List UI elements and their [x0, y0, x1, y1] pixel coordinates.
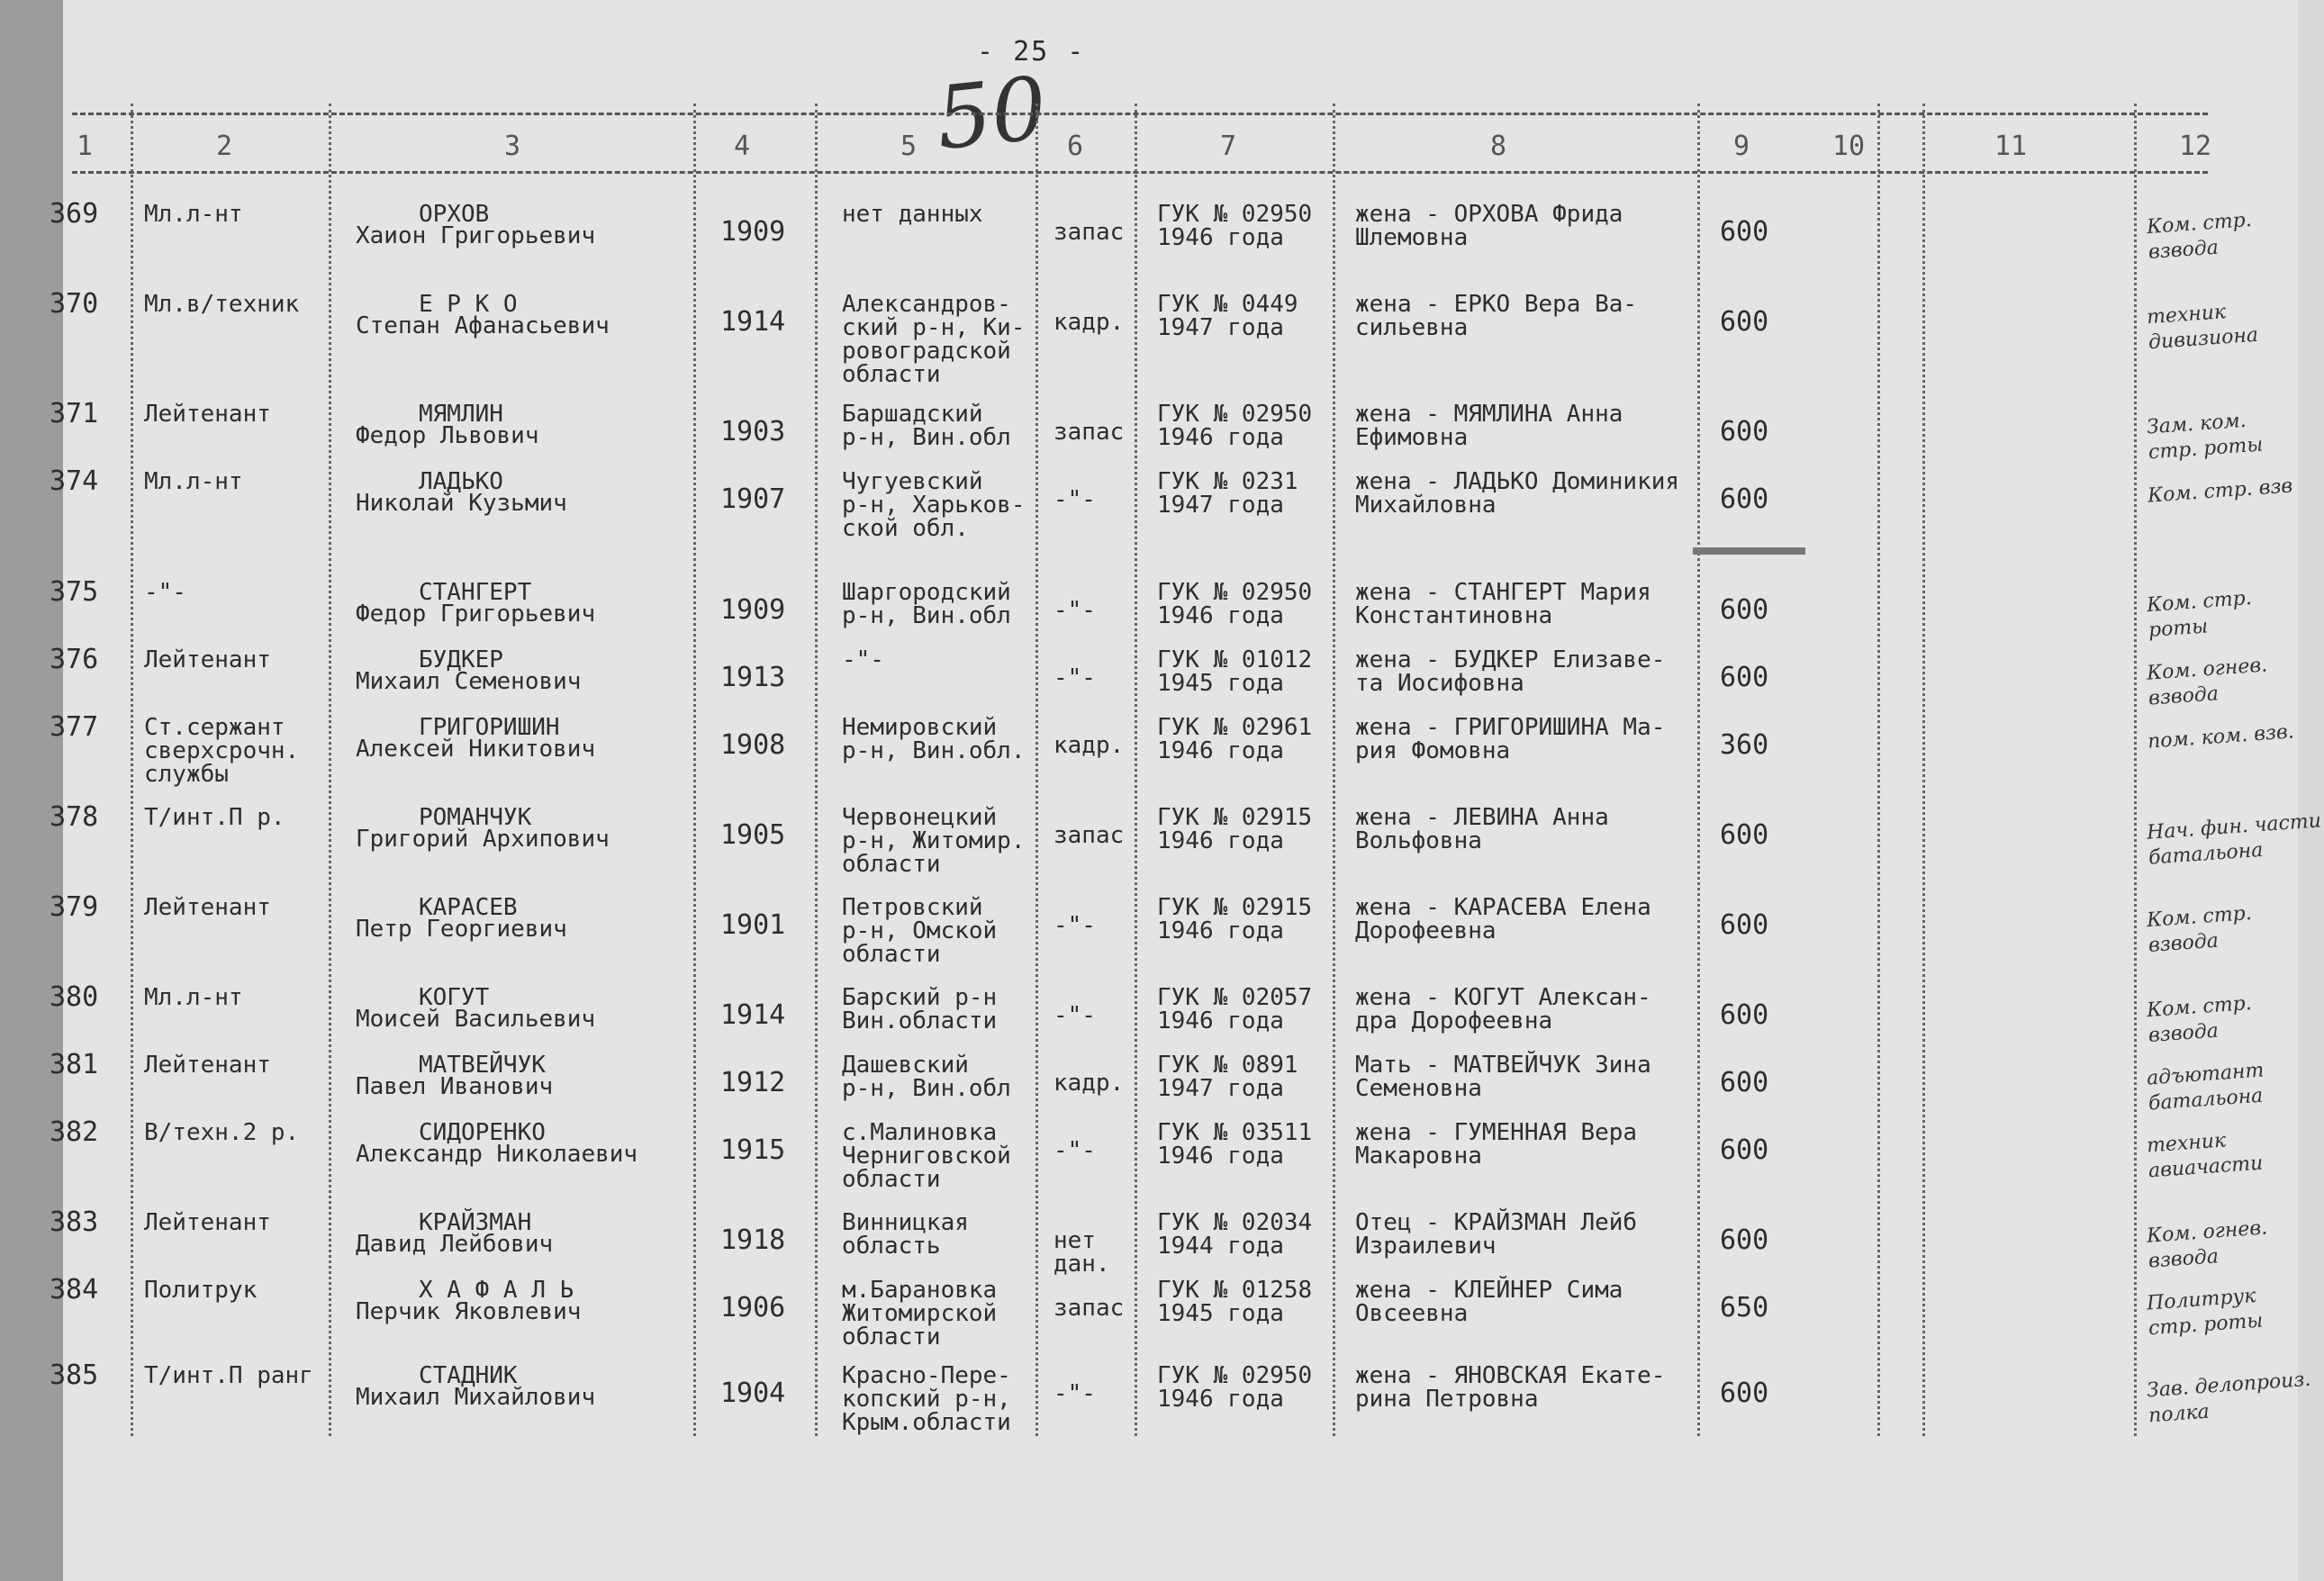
cell-reserve: запас — [1053, 1295, 1125, 1322]
cell-rank: Лейтенант — [144, 1209, 271, 1236]
column-divider — [131, 104, 133, 1436]
cell-name: Моисей Васильевич — [356, 1006, 596, 1033]
cell-no: 378 — [50, 801, 99, 833]
cell-family: жена - КОГУТ Алексан- дра Дорофеевна — [1355, 984, 1651, 1034]
cell-sum: 600 — [1720, 306, 1769, 338]
cell-surname: Х А Ф А Л Ь — [419, 1277, 574, 1304]
cell-order: ГУК № 02915 1946 года — [1157, 894, 1313, 944]
cell-year: 1904 — [720, 1378, 786, 1409]
cell-surname: МЯМЛИН — [419, 401, 503, 428]
cell-rank: Мл.л-нт — [144, 468, 243, 495]
cell-no: 385 — [50, 1360, 99, 1391]
cell-name: Петр Георгиевич — [356, 916, 567, 943]
cell-place: м.Барановка Житомирской области — [842, 1277, 998, 1351]
column-header-9: 9 — [1733, 131, 1750, 162]
cell-rank: Мл.л-нт — [144, 984, 243, 1011]
cell-family: жена - ЯНОВСКАЯ Екате- рина Петровна — [1355, 1362, 1666, 1413]
cell-reserve: -"- — [1053, 664, 1096, 691]
cell-no: 379 — [50, 891, 99, 923]
handwritten-position-note: Ком. стр. роты — [2146, 586, 2253, 643]
cell-place: Немировский р-н, Вин.обл. — [842, 714, 1026, 764]
column-header-5: 5 — [900, 131, 918, 162]
cell-order: ГУК № 02034 1944 года — [1157, 1209, 1313, 1260]
cell-sum: 600 — [1720, 999, 1769, 1031]
cell-rank: В/техн.2 р. — [144, 1119, 300, 1146]
column-header-3: 3 — [504, 131, 521, 162]
column-header-1: 1 — [77, 131, 94, 162]
cell-no: 377 — [50, 711, 99, 743]
cell-order: ГУК № 02057 1946 года — [1157, 984, 1313, 1034]
cell-family: жена - ОРХОВА Фрида Шлемовна — [1355, 201, 1623, 251]
scan-edge — [0, 0, 63, 1581]
column-header-11: 11 — [1994, 131, 2028, 162]
cell-family: жена - ЕРКО Вера Ва- сильевна — [1355, 291, 1638, 341]
cell-no: 382 — [50, 1116, 99, 1148]
cell-place: Александров- ский р-н, Ки- ровоградской области — [842, 291, 1026, 388]
handwritten-position-note: Зам. ком. стр. роты — [2146, 409, 2265, 465]
header-rule-top — [72, 113, 2208, 118]
column-divider — [1922, 104, 1925, 1436]
cell-reserve: кадр. — [1053, 309, 1125, 336]
column-divider — [1877, 104, 1880, 1436]
cell-no: 383 — [50, 1206, 99, 1238]
cell-place: Баршадский р-н, Вин.обл — [842, 401, 1011, 451]
cell-place: Шаргородский р-н, Вин.обл — [842, 579, 1011, 629]
cell-name: Павел Иванович — [356, 1073, 554, 1100]
cell-order: ГУК № 01012 1945 года — [1157, 646, 1313, 697]
cell-name: Александр Николаевич — [356, 1141, 638, 1168]
cell-no: 381 — [50, 1049, 99, 1080]
cell-sum: 600 — [1720, 416, 1769, 447]
cell-name: Михаил Михайлович — [356, 1384, 596, 1411]
cell-sum: 600 — [1720, 909, 1769, 941]
handwritten-position-note: Ком. огнев. взвода — [2146, 654, 2268, 710]
cell-year: 1901 — [720, 909, 786, 941]
column-header-2: 2 — [216, 131, 233, 162]
cell-no: 370 — [50, 288, 99, 320]
cell-no: 375 — [50, 576, 99, 608]
cell-surname: Е Р К О — [419, 291, 518, 318]
cell-reserve: -"- — [1053, 1380, 1096, 1407]
cell-rank: Лейтенант — [144, 894, 271, 921]
cell-place: Винницкая область — [842, 1209, 969, 1260]
cell-no: 369 — [50, 198, 99, 230]
handwritten-position-note: Нач. фин. части батальона — [2146, 809, 2322, 870]
cell-year: 1918 — [720, 1224, 786, 1256]
cell-order: ГУК № 01258 1945 года — [1157, 1277, 1313, 1327]
handwritten-position-note: техник авиачасти — [2146, 1129, 2265, 1183]
cell-sum: 600 — [1720, 483, 1769, 515]
cell-place: Барский р-н Вин.области — [842, 984, 998, 1034]
cell-order: ГУК № 0449 1947 года — [1157, 291, 1298, 341]
cell-reserve: -"- — [1053, 912, 1096, 939]
handwritten-position-note: Ком. стр. взвода — [2146, 901, 2253, 958]
cell-rank: Лейтенант — [144, 401, 271, 428]
cell-place: с.Малиновка Черниговской области — [842, 1119, 1011, 1193]
cell-name: Григорий Архипович — [356, 826, 610, 853]
cell-year: 1909 — [720, 216, 786, 248]
cell-rank: Мл.в/техник — [144, 291, 300, 318]
cell-reserve: -"- — [1053, 1002, 1096, 1029]
cell-year: 1907 — [720, 483, 786, 515]
cell-sum: 600 — [1720, 1134, 1769, 1166]
cell-name: Давид Лейбович — [356, 1231, 554, 1258]
handwritten-position-note: Политрук стр. роты — [2146, 1285, 2265, 1341]
cell-order: ГУК № 0891 1947 года — [1157, 1052, 1298, 1102]
cell-family: жена - КАРАСЕВА Елена Дорофеевна — [1355, 894, 1651, 944]
cell-sum: 600 — [1720, 1067, 1769, 1098]
cell-name: Федор Григорьевич — [356, 601, 596, 628]
cell-year: 1903 — [720, 416, 786, 447]
cell-name: Николай Кузьмич — [356, 490, 567, 517]
handwritten-position-note: Зав. делопроиз. полка — [2146, 1368, 2312, 1428]
column-header-6: 6 — [1067, 131, 1084, 162]
column-divider — [2134, 104, 2137, 1436]
cell-reserve: кадр. — [1053, 1070, 1125, 1097]
cell-rank: Лейтенант — [144, 646, 271, 673]
cell-surname: ЛАДЬКО — [419, 468, 503, 495]
cell-order: ГУК № 02950 1946 года — [1157, 579, 1313, 629]
cell-order: ГУК № 0231 1947 года — [1157, 468, 1298, 519]
cell-rank: Т/инт.П р. — [144, 804, 285, 831]
cell-order: ГУК № 02915 1946 года — [1157, 804, 1313, 854]
header-rule-bottom — [72, 171, 2208, 176]
cell-rank: -"- — [144, 579, 186, 606]
column-divider — [1035, 104, 1038, 1436]
cell-order: ГУК № 02950 1946 года — [1157, 401, 1313, 451]
cell-year: 1914 — [720, 306, 786, 338]
cell-year: 1906 — [720, 1292, 786, 1324]
cell-family: жена - КЛЕЙНЕР Сима Овсеевна — [1355, 1277, 1623, 1327]
cell-surname: МАТВЕЙЧУК — [419, 1052, 546, 1079]
column-header-12: 12 — [2179, 131, 2212, 162]
cell-sum: 600 — [1720, 216, 1769, 248]
cell-family: жена - ГРИГОРИШИНА Ма- рия Фомовна — [1355, 714, 1666, 764]
cell-name: Перчик Яковлевич — [356, 1298, 582, 1325]
cell-reserve: запас — [1053, 219, 1125, 246]
page-number: - 25 - — [977, 36, 1086, 68]
cell-place: Дашевский р-н, Вин.обл — [842, 1052, 1011, 1102]
cell-family: жена - ЛЕВИНА Анна Вольфовна — [1355, 804, 1609, 854]
cell-year: 1905 — [720, 819, 786, 851]
cell-place: Червонецкий р-н, Житомир. области — [842, 804, 1026, 878]
cell-name: Михаил Семенович — [356, 668, 582, 695]
cell-surname: СИДОРЕНКО — [419, 1119, 546, 1146]
cell-year: 1912 — [720, 1067, 786, 1098]
cell-surname: ОРХОВ — [419, 201, 490, 228]
cell-order: ГУК № 02961 1946 года — [1157, 714, 1313, 764]
column-divider — [693, 104, 696, 1436]
cell-reserve: -"- — [1053, 486, 1096, 513]
cell-reserve: -"- — [1053, 1137, 1096, 1164]
cell-no: 376 — [50, 644, 99, 675]
handwritten-position-note: пом. ком. взв. — [2147, 720, 2295, 754]
column-header-10: 10 — [1832, 131, 1866, 162]
cell-rank: Т/инт.П ранг — [144, 1362, 313, 1389]
cell-year: 1914 — [720, 999, 786, 1031]
cell-family: жена - МЯМЛИНА Анна Ефимовна — [1355, 401, 1623, 451]
cell-sum: 360 — [1720, 729, 1769, 761]
cell-reserve: запас — [1053, 822, 1125, 849]
cell-place: Петровский р-н, Омской области — [842, 894, 998, 968]
cell-order: ГУК № 02950 1946 года — [1157, 1362, 1313, 1413]
cell-surname: РОМАНЧУК — [419, 804, 532, 831]
handwritten-position-note: техник дивизиона — [2146, 301, 2259, 355]
cell-year: 1908 — [720, 729, 786, 761]
cell-sum: 600 — [1720, 662, 1769, 693]
cell-year: 1909 — [720, 594, 786, 626]
cell-place: Чугуевский р-н, Харьков- ской обл. — [842, 468, 1026, 542]
cell-surname: БУДКЕР — [419, 646, 503, 673]
cell-sum: 600 — [1720, 594, 1769, 626]
handwritten-position-note: Ком. стр. взвода — [2146, 208, 2253, 265]
column-header-4: 4 — [734, 131, 751, 162]
handwritten-position-note: адъютант батальона — [2146, 1059, 2265, 1116]
cell-rank: Ст.сержант сверхсрочн. службы — [144, 714, 300, 788]
cell-order: ГУК № 03511 1946 года — [1157, 1119, 1313, 1170]
cell-surname: СТАДНИК — [419, 1362, 518, 1389]
cell-rank: Политрук — [144, 1277, 258, 1304]
cell-family: жена - БУДКЕР Елизаве- та Иосифовна — [1355, 646, 1666, 697]
cell-family: Мать - МАТВЕЙЧУК Зина Семеновна — [1355, 1052, 1651, 1102]
cell-family: жена - СТАНГЕРТ Мария Константиновна — [1355, 579, 1651, 629]
cell-year: 1913 — [720, 662, 786, 693]
cell-sum: 600 — [1720, 1378, 1769, 1409]
cell-rank: Мл.л-нт — [144, 201, 243, 228]
column-header-7: 7 — [1220, 131, 1237, 162]
column-divider — [1333, 104, 1335, 1436]
column-divider — [1135, 104, 1137, 1436]
cell-family: жена - ГУМЕННАЯ Вера Макаровна — [1355, 1119, 1638, 1170]
cell-year: 1915 — [720, 1134, 786, 1166]
column-divider — [329, 104, 331, 1436]
cell-rank: Лейтенант — [144, 1052, 271, 1079]
archive-stamp: 50 — [931, 57, 1052, 170]
cell-family: Отец - КРАЙЗМАН Лейб Израилевич — [1355, 1209, 1638, 1260]
cell-name: Степан Афанасьевич — [356, 312, 610, 339]
cell-name: Хаион Григорьевич — [356, 222, 596, 249]
cell-sum: 650 — [1720, 1292, 1769, 1324]
cell-no: 374 — [50, 465, 99, 497]
handwritten-position-note: Ком. стр. взвода — [2146, 991, 2253, 1048]
column-divider — [815, 104, 818, 1436]
cell-no: 371 — [50, 398, 99, 429]
cell-place: -"- — [842, 646, 884, 673]
cell-surname: КАРАСЕВ — [419, 894, 518, 921]
cell-family: жена - ЛАДЬКО Доминикия Михайловна — [1355, 468, 1680, 519]
cell-name: Федор Львович — [356, 422, 539, 449]
cell-order: ГУК № 02950 1946 года — [1157, 201, 1313, 251]
handwritten-position-note: Ком. огнев. взвода — [2146, 1216, 2268, 1273]
cell-reserve: запас — [1053, 419, 1125, 446]
cell-place: нет данных — [842, 201, 983, 228]
cell-reserve: нет дан. — [1053, 1227, 1110, 1278]
cell-reserve: кадр. — [1053, 732, 1125, 759]
ink-strike-mark — [1693, 547, 1805, 555]
cell-sum: 600 — [1720, 1224, 1769, 1256]
cell-no: 384 — [50, 1274, 99, 1305]
cell-surname: СТАНГЕРТ — [419, 579, 532, 606]
cell-surname: КОГУТ — [419, 984, 490, 1011]
handwritten-position-note: Ком. стр. взв — [2147, 474, 2293, 508]
cell-no: 380 — [50, 981, 99, 1013]
cell-sum: 600 — [1720, 819, 1769, 851]
cell-surname: КРАЙЗМАН — [419, 1209, 532, 1236]
column-divider — [1697, 104, 1700, 1436]
cell-reserve: -"- — [1053, 597, 1096, 624]
cell-surname: ГРИГОРИШИН — [419, 714, 560, 741]
cell-name: Алексей Никитович — [356, 736, 596, 763]
cell-place: Красно-Пере- копский р-н, Крым.области — [842, 1362, 1011, 1436]
column-header-8: 8 — [1490, 131, 1507, 162]
